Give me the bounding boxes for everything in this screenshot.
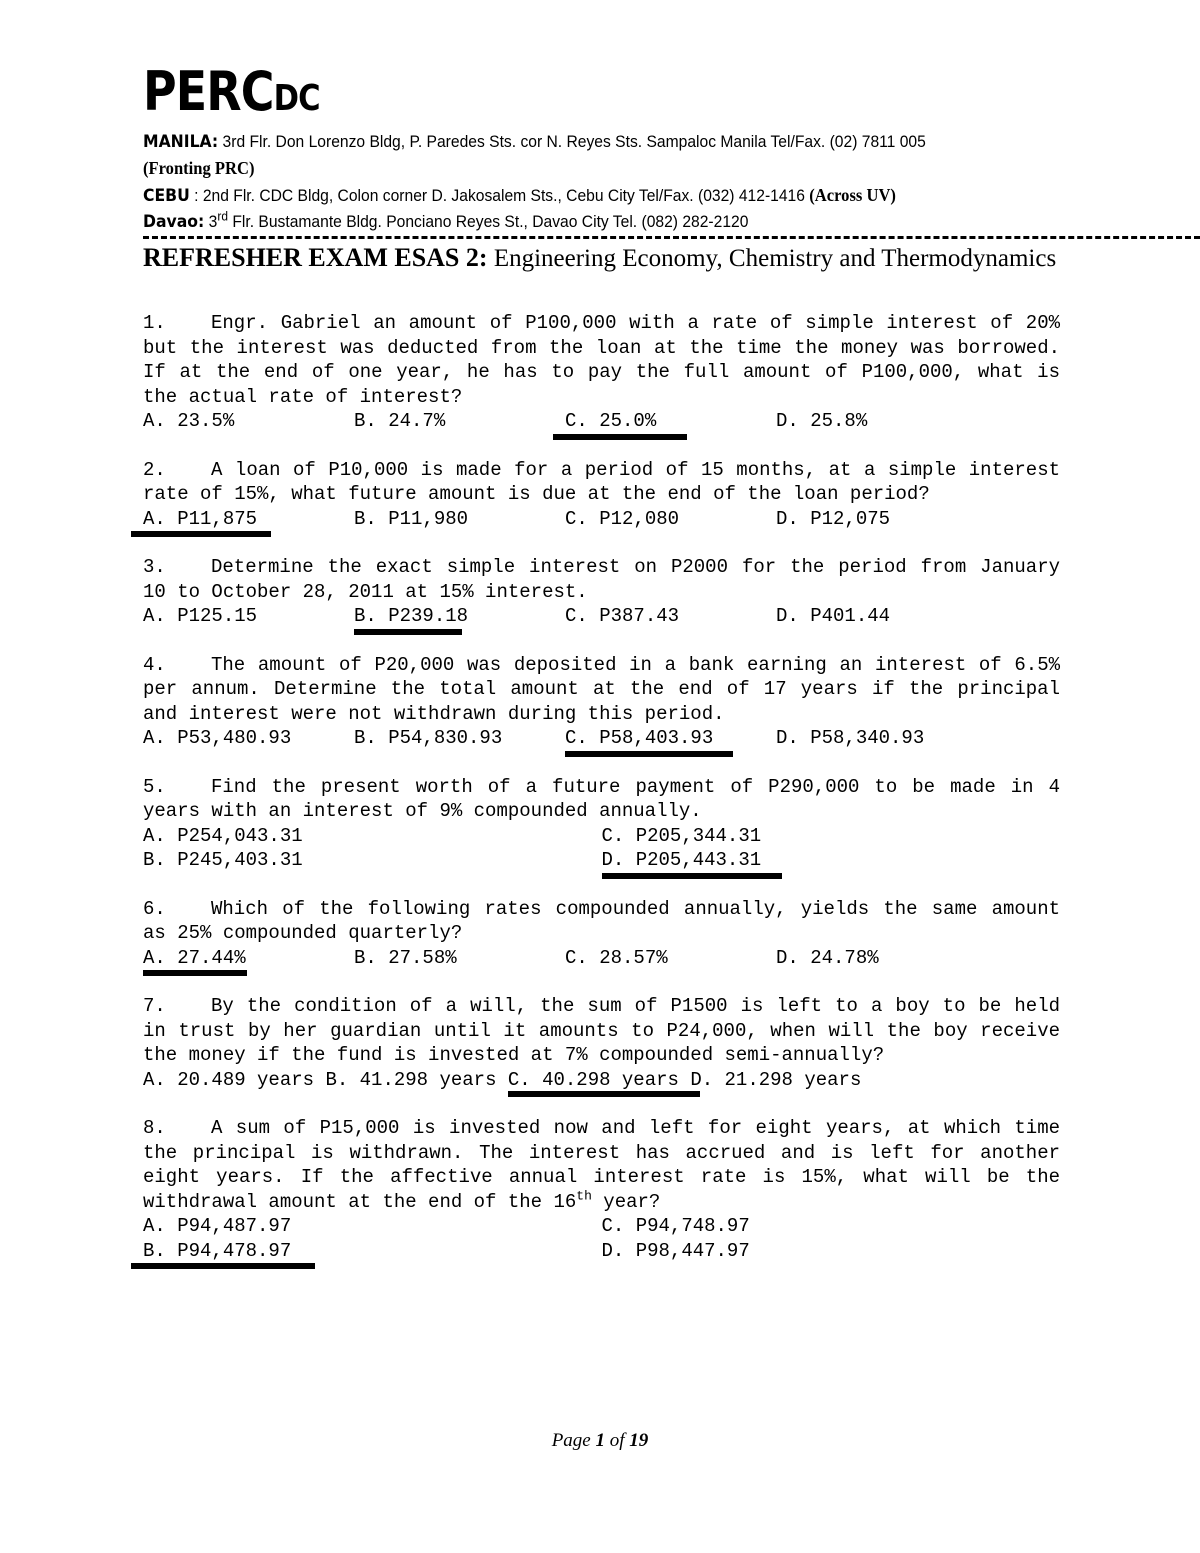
choice-b-answer: B. P94,478.97 — [143, 1239, 602, 1264]
choice-d: D. P98,447.97 — [601, 1239, 750, 1262]
question-text: 7. By the condition of a will, the sum of P1500 is left to a boy to be held in trust by her guardian until it amounts to P24,000, when will the boy receive the money if the fund is invested at 7% compounded semi-annually? — [143, 995, 1060, 1066]
choice-c: C. P387.43 — [565, 605, 680, 627]
cebu-address: CEBU : 2nd Flr. CDC Bldg, Colon corner D. Jakosalem Sts., Cebu City Tel/Fax. (032) 412-1416 (Across UV) — [143, 185, 896, 206]
fronting-note: (Fronting PRC) — [143, 158, 255, 178]
choice-d: D. 21.298 years — [690, 1068, 862, 1091]
choice-d: D. 24.78% — [776, 946, 879, 969]
choice-c: C. 28.57% — [565, 946, 668, 969]
question-2 — [143, 458, 1060, 532]
choice-c-answer: C. P58,403.93 — [565, 726, 776, 751]
choices-row-1 — [143, 1214, 1060, 1239]
choices-row-2 — [143, 848, 1060, 873]
choice-b-answer: B. P239.18 — [354, 604, 565, 629]
choice-b: B. 41.298 years — [325, 1068, 497, 1091]
choice-d: D. 25.8% — [776, 410, 868, 432]
question-text: 4. The amount of P20,000 was deposited in a bank earning an interest of 6.5% per annum. Determine the total amount at the end of 17 years if the principal and interest were not withdrawn during this period. — [143, 653, 1060, 725]
choice-a: A. 20.489 years — [143, 1068, 315, 1091]
choice-a: A. P254,043.31 — [143, 824, 303, 847]
question-6 — [143, 897, 1060, 971]
choices — [143, 409, 1060, 434]
choice-b: B. P245,403.31 — [143, 849, 303, 871]
question-3 — [143, 555, 1060, 629]
logo: PERCDC — [143, 60, 320, 123]
question-7 — [143, 994, 1060, 1092]
question-4 — [143, 653, 1060, 751]
choice-a-answer: A. 27.44% — [143, 946, 354, 971]
choices — [143, 946, 1060, 971]
question-text: 3. Determine the exact simple interest on P2000 for the period from January 10 to October 28, 2011 at 15% interest. — [143, 556, 1060, 603]
choice-b: B. P54,830.93 — [354, 727, 503, 749]
choice-c: C. P94,748.97 — [601, 1215, 750, 1237]
question-list — [143, 311, 1060, 1287]
choice-a: A. P53,480.93 — [143, 727, 292, 749]
choice-a-answer: A. P11,875 — [143, 507, 354, 532]
choice-d: D. P12,075 — [776, 507, 891, 530]
choice-b: B. 24.7% — [354, 410, 446, 432]
page-number: Page 1 of 19 — [551, 1430, 649, 1451]
choice-c-answer: C. 40.298 years — [507, 1068, 679, 1091]
choice-b: B. 27.58% — [354, 946, 457, 969]
dashed-divider — [143, 236, 1200, 239]
choices — [143, 1068, 1060, 1093]
choice-a: A. P125.15 — [143, 605, 258, 627]
choice-c-answer: C. 25.0% — [565, 409, 776, 434]
manila-address: MANILA: 3rd Flr. Don Lorenzo Bldg, P. Paredes Sts. cor N. Reyes Sts. Sampaloc Manila Tel/Fax. (02) 7811 005 — [143, 132, 926, 152]
question-text: 6. Which of the following rates compounded annually, yields the same amount as 25% compounded quarterly? — [143, 897, 1060, 944]
choice-d: D. P401.44 — [776, 605, 891, 627]
exam-title: REFRESHER EXAM ESAS 2: Engineering Economy, Chemistry and Thermodynamics — [143, 243, 1057, 272]
question-text: 1. Engr. Gabriel an amount of P100,000 with a rate of simple interest of 20% but the interest was deducted from the loan at the time the money was borrowed. If at the end of one year, he has to pay the full amount of P100,000, what is the actual rate of interest? — [143, 312, 1060, 408]
choices-row-1 — [143, 824, 1060, 849]
question-text: 5. Find the present worth of a future payment of P290,000 to be made in 4 years with an interest of 9% compounded annually. — [143, 775, 1060, 822]
choice-d: D. P58,340.93 — [776, 727, 925, 749]
choices-row-2 — [143, 1239, 1060, 1264]
choice-c: C. P12,080 — [565, 507, 680, 530]
choice-c: C. P205,344.31 — [601, 824, 762, 847]
choice-d-answer: D. P205,443.31 — [602, 848, 1061, 873]
choice-a: A. P94,487.97 — [143, 1215, 292, 1237]
choices — [143, 604, 1060, 629]
choices — [143, 507, 1060, 532]
letterhead — [143, 62, 1143, 235]
question-8 — [143, 1116, 1060, 1263]
question-1 — [143, 311, 1060, 434]
davao-address: Davao: 3rd Flr. Bustamante Bldg. Ponciano Reyes St., Davao City Tel. (082) 282-2120 — [143, 208, 749, 232]
question-text: 8. A sum of P15,000 is invested now and left for eight years, at which time the principal is withdrawn. The interest has accrued and is left for another eight years. If the affective annual interest rate is 15%, what will be the withdrawal amount at the end of the 16th year? — [143, 1117, 1060, 1213]
question-5 — [143, 775, 1060, 873]
choices — [143, 726, 1060, 751]
choice-a: A. 23.5% — [143, 410, 235, 432]
question-text: 2. A loan of P10,000 is made for a period of 15 months, at a simple interest rate of 15%, what future amount is due at the end of the loan period? — [143, 458, 1060, 505]
choice-b: B. P11,980 — [354, 507, 469, 530]
